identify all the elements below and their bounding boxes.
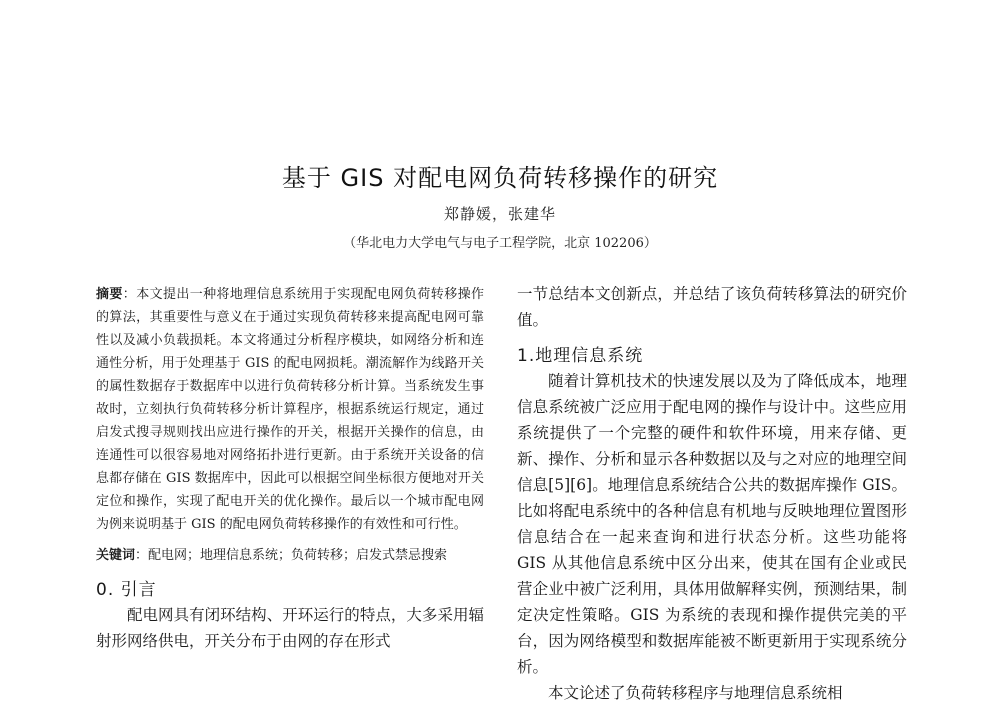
abstract-label: 摘要 [96, 287, 123, 302]
section-heading-gis: 1.地理信息系统 [517, 346, 644, 366]
paper-authors: 郑静媛，张建华 [443, 205, 556, 223]
gis-paragraph-2: 本文论述了负荷转移程序与地理信息系统相 [548, 684, 843, 702]
keywords-text: ：配电网；地理信息系统；负荷转移；启发式禁忌搜索 [135, 548, 448, 563]
abstract-text: ：本文提出一种将地理信息系统用于实现配电网负荷转移操作的算法，其重要性与意义在于通过实现负荷转移来提高配电网可靠性以及减小负载损耗。本文将通过分析程序模块，如网络分析和连通性分析，用于处理基于 GIS 的配电网损耗。潮流解作为线路开关的属性数据存于数据库中以进行负荷转移分析计算。当系统发生事故时，立刻执行负荷转移分析计算程序，根据系统运行规定，通过启发式搜寻规则找出应进行操作的开关，根据开关操作的信息，由连通性可以很容易地对网络拓扑进行更新。由于系统开关设备的信息都存储在 GIS 数据库中，因此可以根据空间坐标很方便地对开关定位和操作，实现了配电开关的优化操作。最后以一个城市配电网为例来说明基于 GIS 的配电网负荷转移操作的有效性和可行性。 [96, 287, 484, 532]
left-column [96, 283, 484, 654]
paper-affiliation: （华北电力大学电气与电子工程学院，北京 102206） [343, 236, 657, 251]
continued-paragraph: 一节总结本文创新点，并总结了该负荷转移算法的研究价值。 [517, 285, 907, 329]
paper-title: 基于 GIS 对配电网负荷转移操作的研究 [281, 164, 719, 192]
gis-paragraph-1: 随着计算机技术的快速发展以及为了降低成本，地理信息系统被广泛应用于配电网的操作与设计中。这些应用系统提供了一个完整的硬件和软件环境，用来存储、更新、操作、分析和显示各种数据以及与之对应的地理空间信息[5][6]。地理信息系统结合公共的数据库操作 GIS。比如将配电系统中的各种信息有机地与反映地理位置图形信息结合在一起来查询和进行状态分析。这些功能将 GIS 从其他信息系统中区分出来，使其在国有企业或民营企业中被广泛利用，具体用做解释实例，预测结果，制定决定性策略。GIS 为系统的表现和操作提供完美的平台，因为网络模型和数据库能被不断更新用于实现系统分析。 [517, 372, 907, 676]
right-column [517, 281, 907, 706]
abstract [96, 283, 484, 536]
keywords [96, 544, 484, 567]
keywords-label: 关键词 [96, 548, 136, 563]
intro-paragraph: 配电网具有闭环结构、开环运行的特点，大多采用辐射形网络供电，开关分布于由网的存在形式 [96, 606, 484, 650]
section-heading-intro: 0. 引言 [96, 580, 157, 600]
